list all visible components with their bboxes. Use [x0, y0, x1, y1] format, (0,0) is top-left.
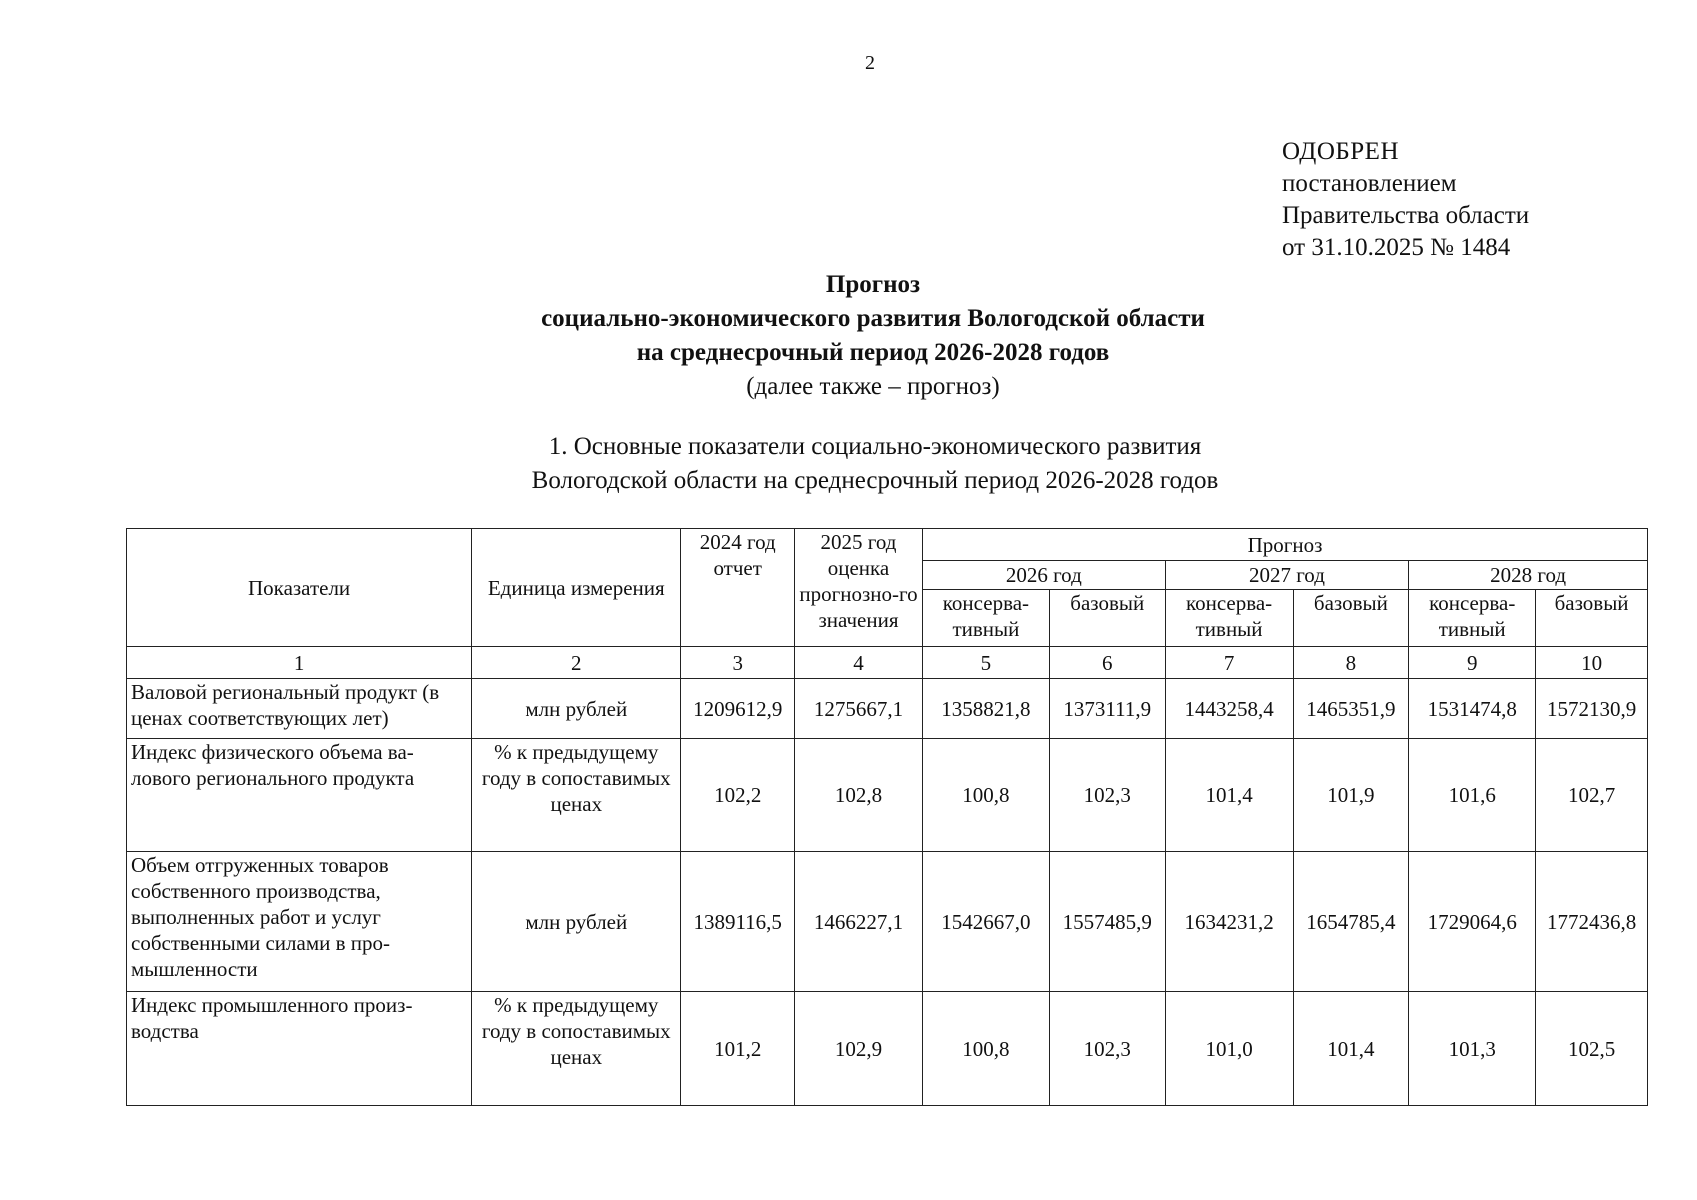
table-row	[127, 679, 1648, 739]
table-row	[127, 739, 1648, 852]
indicator-cell: Индекс физического объема ва-лового регионального продукта	[127, 739, 472, 852]
header-2026: 2026 год	[922, 561, 1165, 590]
value-cell: 102,8	[795, 739, 923, 852]
header-base: базовый	[1293, 590, 1409, 647]
title-line: Прогноз	[825, 271, 921, 298]
value-cell: 1654785,4	[1293, 852, 1409, 992]
title-line: социально-экономического развития Вологодской области	[541, 305, 1205, 332]
value-cell: 1358821,8	[922, 679, 1049, 739]
column-number: 6	[1049, 647, 1165, 679]
value-cell: 101,2	[681, 992, 795, 1106]
indicator-cell: Индекс промышленного произ-водства	[127, 992, 472, 1106]
section-heading-line: Вологодской области на среднесрочный период 2026-2028 годов	[531, 467, 1219, 494]
header-conservative: консерва-тивный	[922, 590, 1049, 647]
column-number: 9	[1409, 647, 1536, 679]
header-indicator: Показатели	[127, 529, 472, 647]
column-number: 7	[1165, 647, 1293, 679]
header-conservative: консерва-тивный	[1409, 590, 1536, 647]
approval-line: Правительства области	[1282, 202, 1530, 229]
value-cell: 101,0	[1165, 992, 1293, 1106]
forecast-table	[126, 528, 1648, 1106]
unit-cell: млн рублей	[472, 679, 681, 739]
column-number: 3	[681, 647, 795, 679]
section-heading	[0, 430, 1697, 498]
value-cell: 101,4	[1293, 992, 1409, 1106]
value-cell: 102,5	[1536, 992, 1648, 1106]
column-number: 10	[1536, 647, 1648, 679]
table-row	[127, 992, 1648, 1106]
value-cell: 101,4	[1165, 739, 1293, 852]
value-cell: 102,3	[1049, 739, 1165, 852]
value-cell: 102,3	[1049, 992, 1165, 1106]
value-cell: 1443258,4	[1165, 679, 1293, 739]
header-2028: 2028 год	[1409, 561, 1648, 590]
approval-date: от 31.10.2025 № 1484	[1282, 234, 1511, 261]
value-cell: 102,2	[681, 739, 795, 852]
value-cell: 100,8	[922, 739, 1049, 852]
header-2027: 2027 год	[1165, 561, 1409, 590]
header-2024: 2024 год отчет	[681, 529, 795, 647]
approval-title: ОДОБРЕН	[1282, 138, 1400, 165]
value-cell: 1466227,1	[795, 852, 923, 992]
value-cell: 101,3	[1409, 992, 1536, 1106]
value-cell: 1634231,2	[1165, 852, 1293, 992]
value-cell: 1729064,6	[1409, 852, 1536, 992]
unit-cell: % к предыдущему году в сопоставимых ценах	[472, 992, 681, 1106]
header-2025: 2025 год оценка прогнозно-го значения	[795, 529, 923, 647]
column-number-row	[127, 647, 1648, 679]
value-cell: 102,9	[795, 992, 923, 1106]
table-row	[127, 852, 1648, 992]
page-number: 2	[865, 52, 875, 74]
unit-cell: млн рублей	[472, 852, 681, 992]
value-cell: 100,8	[922, 992, 1049, 1106]
value-cell: 102,7	[1536, 739, 1648, 852]
value-cell: 1389116,5	[681, 852, 795, 992]
value-cell: 1465351,9	[1293, 679, 1409, 739]
value-cell: 1275667,1	[795, 679, 923, 739]
header-base: базовый	[1049, 590, 1165, 647]
header-conservative: консерва-тивный	[1165, 590, 1293, 647]
column-number: 2	[472, 647, 681, 679]
indicator-cell: Объем отгруженных товаров собственного производства, выполненных работ и услуг собственными силами в про-мышленности	[127, 852, 472, 992]
value-cell: 1557485,9	[1049, 852, 1165, 992]
value-cell: 1542667,0	[922, 852, 1049, 992]
indicator-cell: Валовой региональный продукт (в ценах соответствующих лет)	[127, 679, 472, 739]
approval-stamp	[1282, 136, 1529, 264]
unit-cell: % к предыдущему году в сопоставимых ценах	[472, 739, 681, 852]
header-base: базовый	[1536, 590, 1648, 647]
value-cell: 1373111,9	[1049, 679, 1165, 739]
column-number: 5	[922, 647, 1049, 679]
value-cell: 1531474,8	[1409, 679, 1536, 739]
title-subline: (далее также – прогноз)	[746, 373, 1000, 400]
title-line: на среднесрочный период 2026-2028 годов	[636, 339, 1110, 366]
column-number: 4	[795, 647, 923, 679]
document-title	[0, 268, 1697, 404]
section-heading-line: 1. Основные показатели социально-экономического развития	[548, 433, 1202, 460]
value-cell: 1772436,8	[1536, 852, 1648, 992]
value-cell: 101,6	[1409, 739, 1536, 852]
column-number: 8	[1293, 647, 1409, 679]
value-cell: 101,9	[1293, 739, 1409, 852]
approval-line: постановлением	[1282, 170, 1457, 197]
column-number: 1	[127, 647, 472, 679]
value-cell: 1572130,9	[1536, 679, 1648, 739]
value-cell: 1209612,9	[681, 679, 795, 739]
header-unit: Единица измерения	[472, 529, 681, 647]
header-forecast: Прогноз	[922, 529, 1647, 561]
